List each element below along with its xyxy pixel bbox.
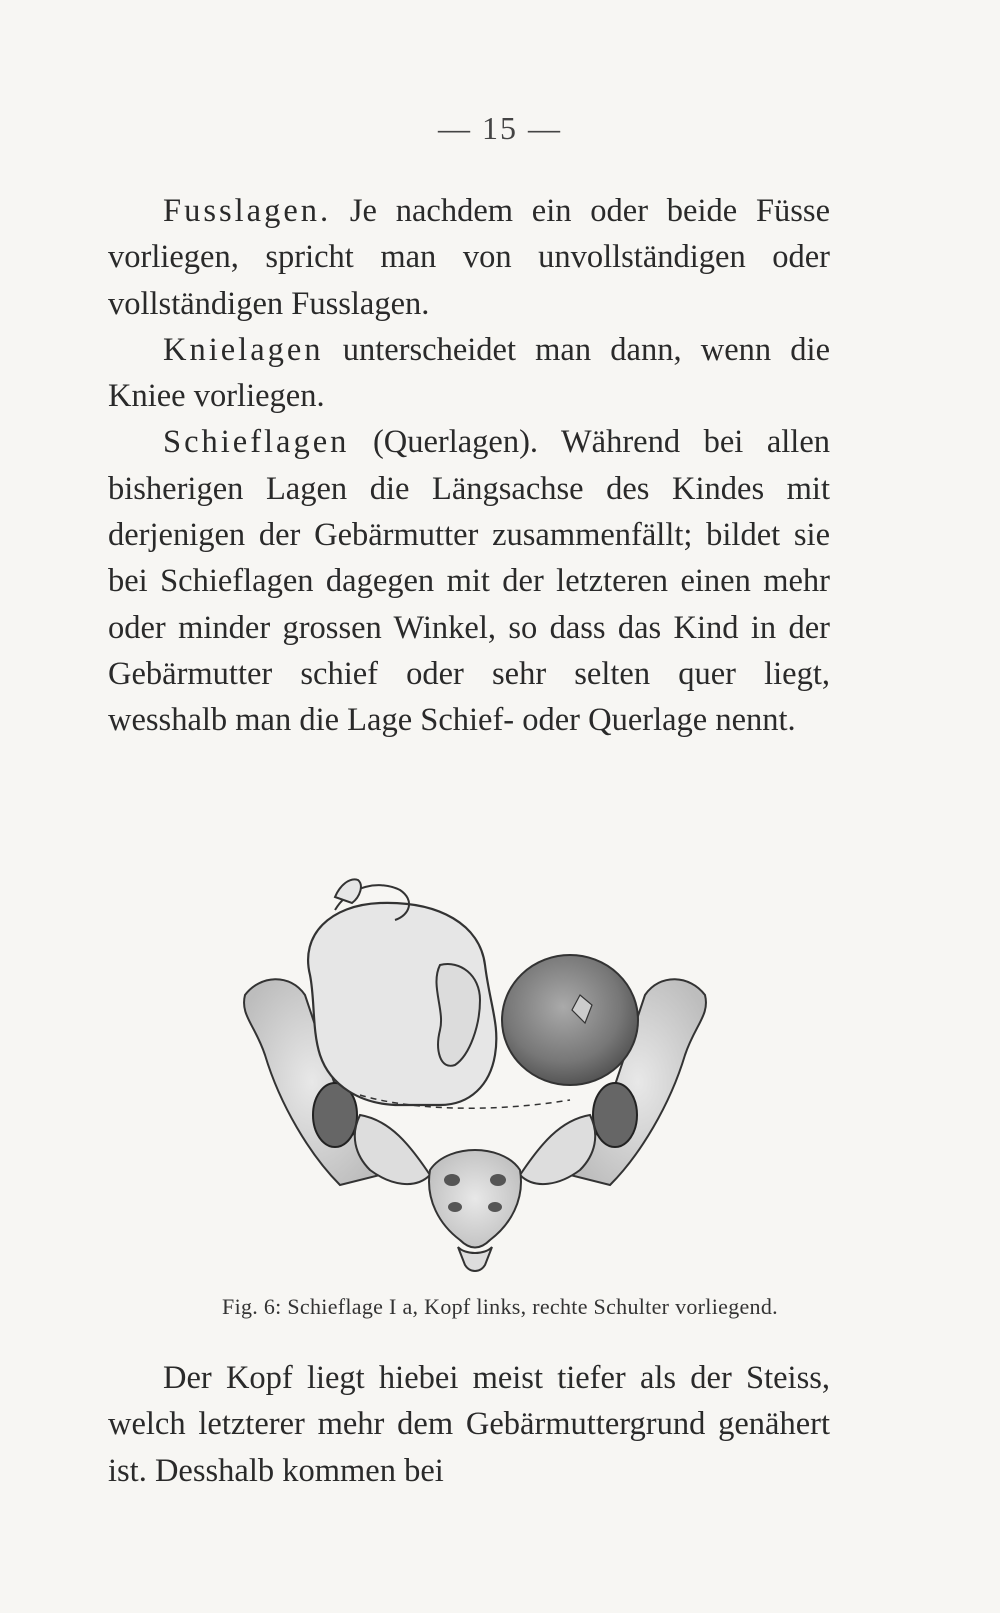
term-schieflagen: Schieflagen	[163, 424, 350, 461]
paragraph-knielagen-text: unterscheidet man dann, wenn die Kniee vorliegen.	[108, 331, 830, 415]
term-knielagen: Knielagen	[163, 331, 324, 368]
page-number: — 15 —	[438, 110, 562, 146]
text-block-bottom	[108, 1355, 830, 1494]
pelvis-fetus-illustration	[240, 855, 710, 1275]
sacrum	[429, 1150, 521, 1248]
right-obturator-foramen	[593, 1083, 637, 1147]
sacral-foramen	[444, 1174, 460, 1186]
paragraph-fusslagen	[108, 188, 830, 327]
figure-caption: Fig. 6: Schieflage I a, Kopf links, rechte Schulter vorliegend.	[222, 1294, 778, 1319]
fetus-head	[502, 955, 638, 1085]
paragraph-fusslagen-text: Je nachdem ein oder beide Füsse vorliegen, spricht man von unvollständigen oder vollständigen Fusslagen.	[108, 193, 830, 322]
paragraph-kopf: Der Kopf liegt hiebei meist tiefer als der Steiss, welch letzterer mehr dem Gebärmuttergrund genähert ist. Desshalb kommen bei	[108, 1360, 830, 1489]
fetus-feet	[335, 879, 361, 903]
text-block-top	[108, 188, 830, 744]
sacral-foramen	[490, 1174, 506, 1186]
paragraph-knielagen	[108, 327, 830, 420]
paragraph-schieflagen	[108, 419, 830, 743]
coccyx	[458, 1247, 492, 1271]
paragraph-schieflagen-text: (Querlagen). Während bei allen bisherigen Lagen die Längsachse des Kindes mit derjenigen der Gebärmutter zusammenfällt; bildet sie bei Schieflagen dagegen mit der letzteren einen mehr oder minder grossen Winkel, so dass das Kind in der Gebärmutter schief oder sehr selten quer liegt, wesshalb man die Lage Schief- oder Querlage nennt.	[108, 424, 830, 739]
sacral-foramen	[488, 1202, 502, 1212]
sacral-foramen	[448, 1202, 462, 1212]
term-fusslagen: Fusslagen.	[163, 193, 332, 229]
